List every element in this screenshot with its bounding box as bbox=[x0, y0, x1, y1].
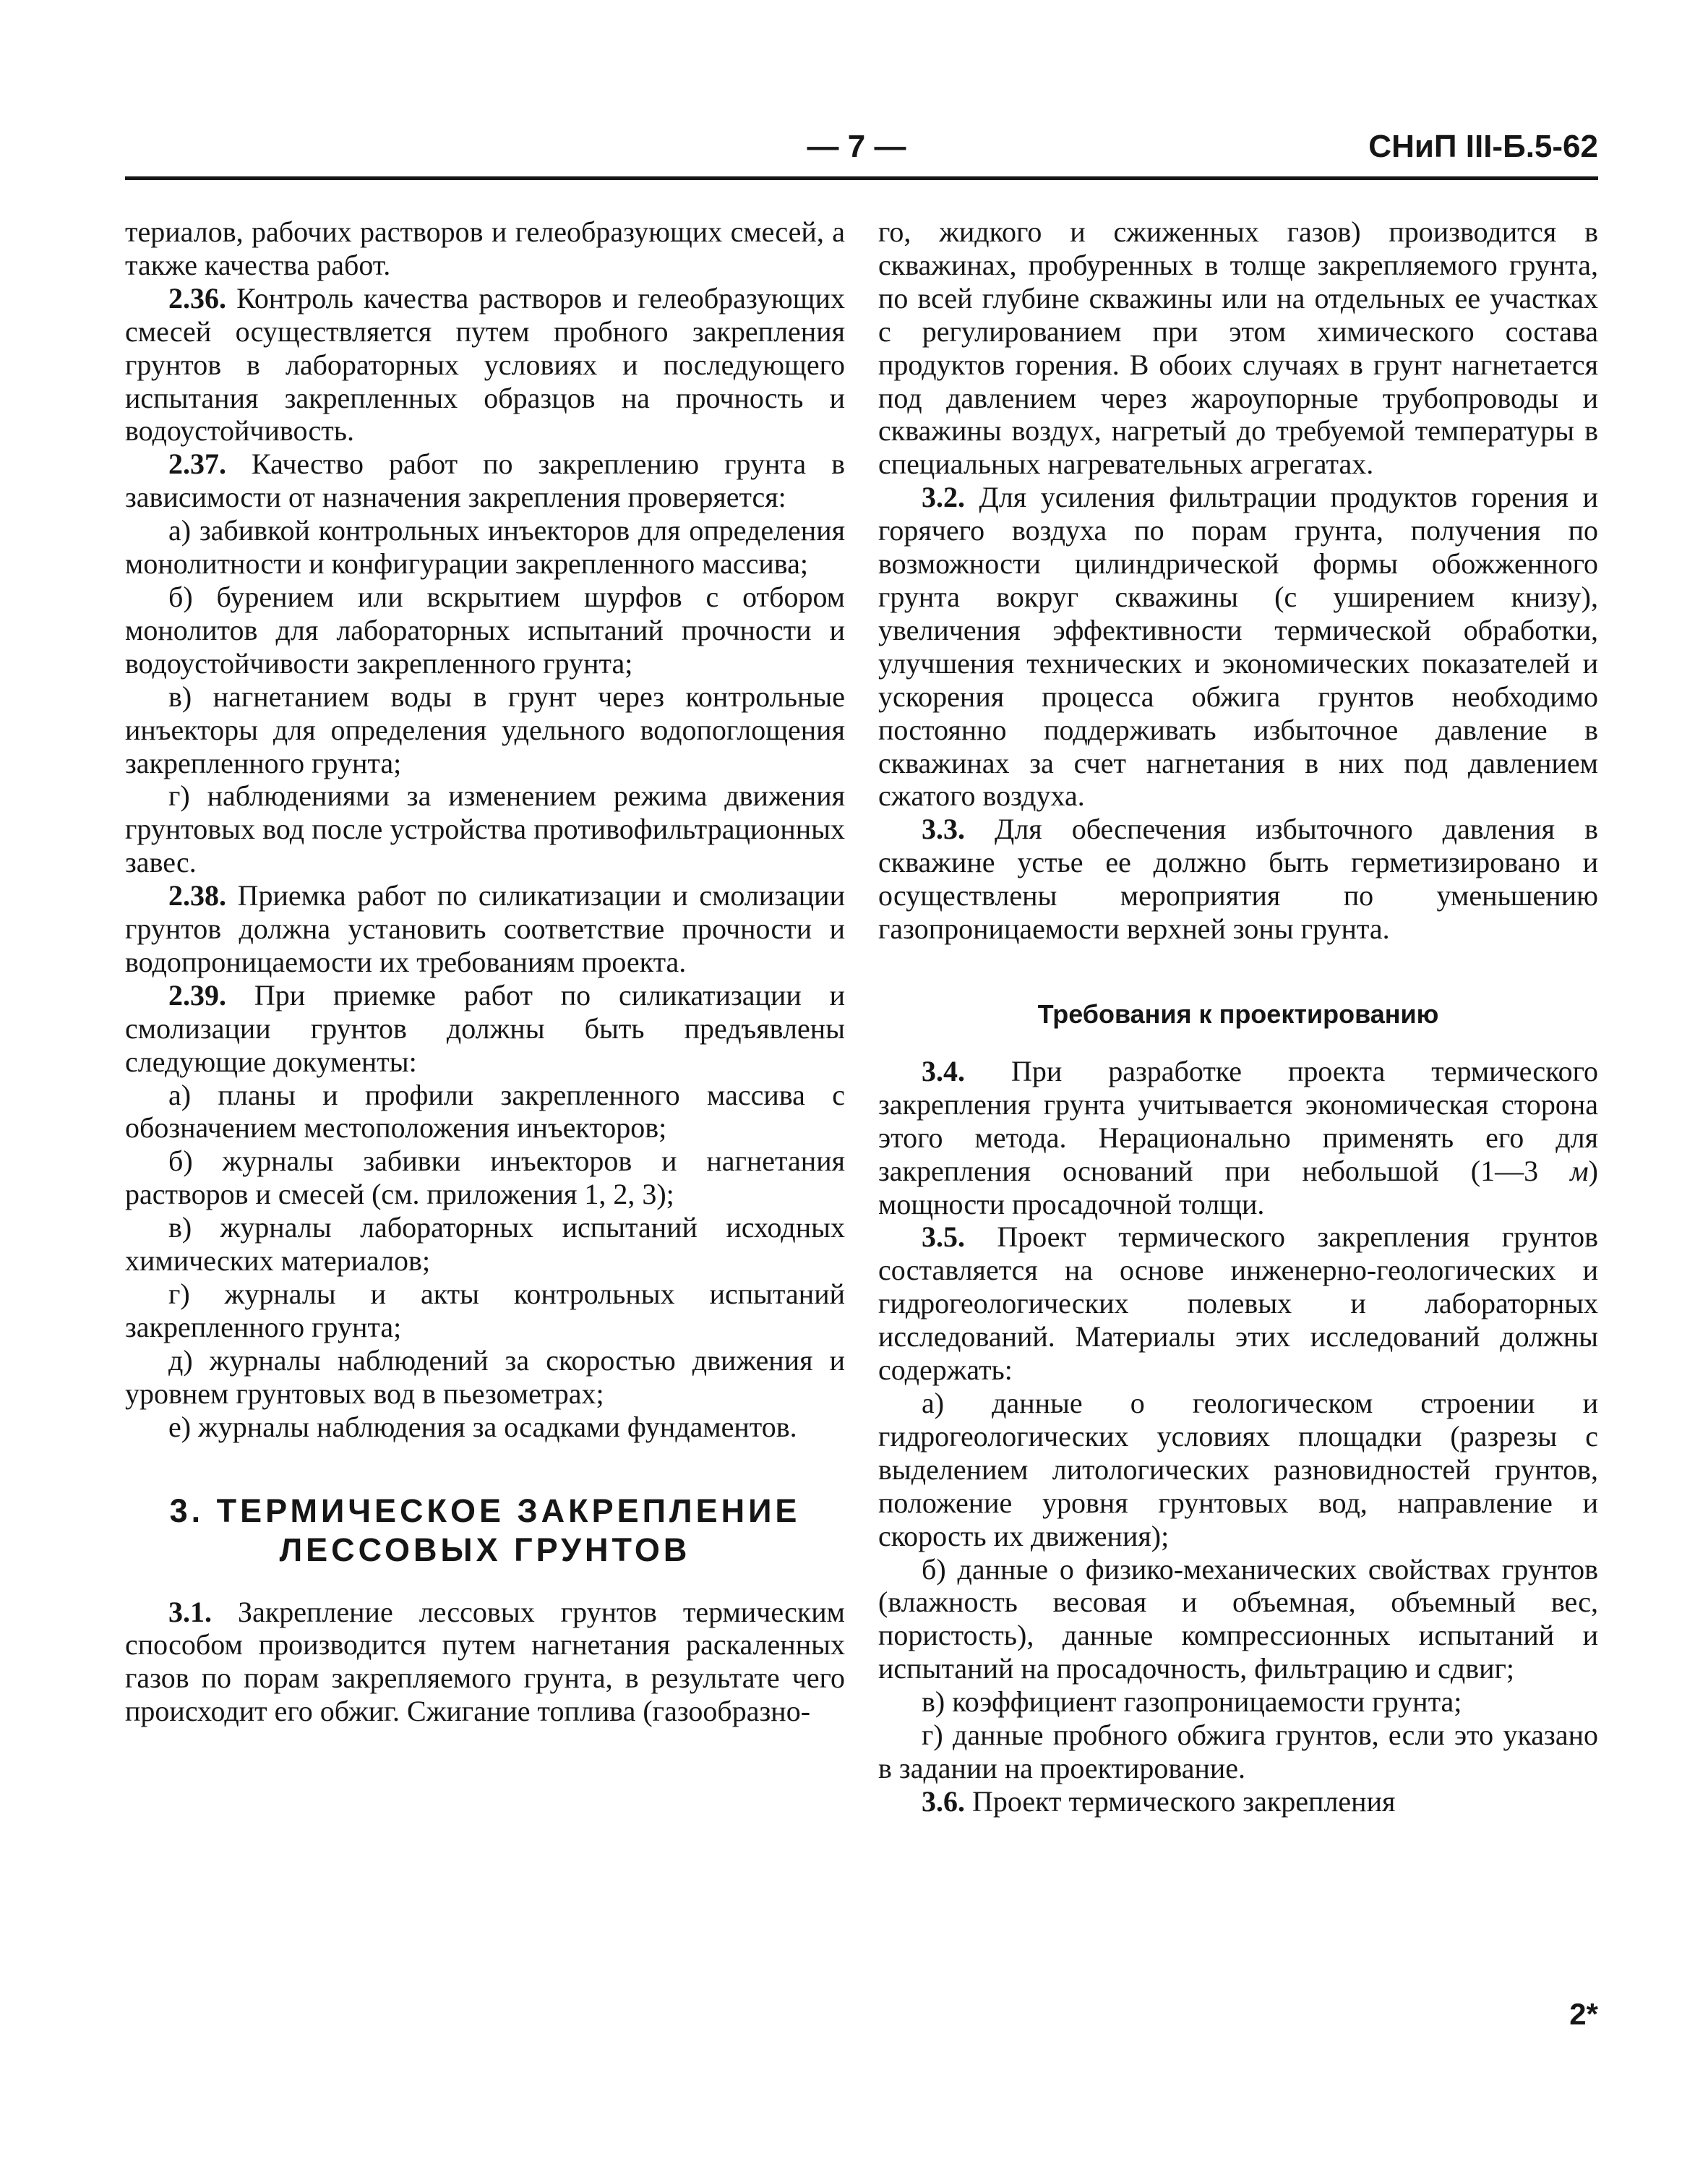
paragraph-text: ) мощности просадочной толщи. bbox=[878, 1154, 1598, 1220]
section-title-line: 3. ТЕРМИЧЕСКОЕ ЗАКРЕПЛЕНИЕ bbox=[169, 1492, 801, 1529]
paragraph-text: Контроль качества растворов и гелеобразующих смесей осуществляется путем пробного закрепления грунтов в лабораторных условиях и последующего испытания закрепленных образцов на прочность и водоустойчивость. bbox=[125, 281, 845, 448]
paragraph-text: Приемка работ по силикатизации и смолизации грунтов должна установить соответствие прочности и водопроницаемости их требованиям проекта. bbox=[125, 879, 845, 978]
subsection-title: Требования к проектированию bbox=[1037, 998, 1439, 1029]
clause-number: 2.36. bbox=[168, 281, 226, 315]
paragraph-text: При разработке проекта термического закрепления грунта учитывается экономическая сторона этого метода. Нерационально применять его для закрепления оснований при небольшой (1—3 bbox=[878, 1054, 1598, 1187]
paragraph-text: Для обеспечения избыточного давления в скважине устье ее должно быть герметизировано и осуществлены мероприятия по уменьшению газопроницаемости верхней зоны грунта. bbox=[878, 813, 1598, 946]
paragraph-3-6 bbox=[878, 1785, 1598, 1818]
paragraph-2-37 bbox=[125, 448, 845, 514]
list-item: а) планы и профили закрепленного массива с обозначением местоположения инъекторов; bbox=[125, 1078, 845, 1145]
paragraph-text: При приемке работ по силикатизации и смолизации грунтов должны быть предъявлены следующие документы: bbox=[125, 978, 845, 1078]
list-item: д) журналы наблюдений за скоростью движения и уровнем грунтовых вод в пьезометрах; bbox=[125, 1343, 845, 1410]
list-item: а) данные о геологическом строении и гидрогеологических условиях площадки (разрезы с выделением литологических разновидностей грунтов, положение уровня грунтовых вод, направление и скорость их движения); bbox=[878, 1387, 1598, 1552]
list-item: в) коэффициент газопроницаемости грунта; bbox=[922, 1685, 1462, 1719]
paragraph-text: Проект термического закрепления bbox=[965, 1784, 1396, 1818]
paragraph-3-5 bbox=[878, 1220, 1598, 1387]
list-item: в) журналы лабораторных испытаний исходных химических материалов; bbox=[125, 1211, 845, 1278]
clause-number: 3.4. bbox=[922, 1054, 965, 1087]
paragraph-text: Проект термического закрепления грунтов составляется на основе инженерно-геологических и гидрогеологических полевых и лабораторных исследований. Материалы этих исследований должны содержать: bbox=[878, 1220, 1598, 1387]
paragraph-3-3 bbox=[878, 813, 1598, 946]
paragraph: го, жидкого и сжиженных газов) производится в скважинах, пробуренных в толще закрепляемого грунта, по всей глубине скважины или на отдельных ее участках с регулированием при этом химического состава продуктов горения. В обоих случаях в грунт нагнетается под давлением через жароупорные трубопроводы и скважины воздух, нагретый до требуемой температуры в специальных нагревательных агрегатах. bbox=[878, 215, 1598, 481]
section-title-line: ЛЕССОВЫХ ГРУНТОВ bbox=[279, 1531, 691, 1568]
paragraph-2-36 bbox=[125, 282, 845, 448]
list-item: в) нагнетанием воды в грунт через контрольные инъекторы для определения удельного водопоглощения закрепленного грунта; bbox=[125, 680, 845, 779]
paragraph-3-1 bbox=[125, 1596, 845, 1729]
list-item: г) журналы и акты контрольных испытаний закрепленного грунта; bbox=[125, 1278, 845, 1343]
signature-mark: 2* bbox=[1569, 1997, 1598, 2031]
unit-meter: м bbox=[1570, 1154, 1589, 1187]
list-item: б) бурением или вскрытием шурфов с отбором монолитов для лабораторных испытаний прочности и водоустойчивости закрепленного грунта; bbox=[125, 580, 845, 680]
page-number: — 7 — bbox=[807, 129, 906, 164]
paragraph-3-2 bbox=[878, 481, 1598, 813]
left-column bbox=[125, 215, 845, 1728]
header-rule bbox=[125, 176, 1598, 180]
document-code: СНиП III-Б.5-62 bbox=[1368, 129, 1598, 164]
paragraph-3-4 bbox=[878, 1055, 1598, 1221]
list-item: а) забивкой контрольных инъекторов для определения монолитности и конфигурации закрепленного массива; bbox=[125, 514, 845, 581]
paragraph-2-38 bbox=[125, 879, 845, 979]
clause-number: 3.3. bbox=[922, 813, 965, 846]
section-title bbox=[125, 1492, 845, 1570]
list-item: е) журналы наблюдения за осадками фундаментов. bbox=[168, 1410, 797, 1443]
right-column bbox=[878, 215, 1598, 1818]
list-item: б) данные о физико-механических свойствах грунтов (влажность весовая и объемная, объемный вес, пористость), данные компрессионных испытаний и испытаний на просадочность, фильтрацию и сдвиг; bbox=[878, 1552, 1598, 1685]
clause-number: 2.38. bbox=[168, 879, 226, 912]
list-item: б) журналы забивки инъекторов и нагнетания растворов и смесей (см. приложения 1, 2, 3); bbox=[125, 1145, 845, 1211]
list-item: г) наблюдениями за изменением режима движения грунтовых вод после устройства противофильтрационных завес. bbox=[125, 779, 845, 879]
clause-number: 3.2. bbox=[922, 481, 965, 514]
clause-number: 3.6. bbox=[922, 1784, 965, 1818]
clause-number: 3.5. bbox=[922, 1220, 965, 1254]
clause-number: 3.1. bbox=[168, 1595, 212, 1628]
paragraph-2-39 bbox=[125, 979, 845, 1079]
paragraph-text: Для усиления фильтрации продуктов горения и горячего воздуха по порам грунта, получения по возможности цилиндрической формы обожженного грунта вокруг скважины (с уширением книзу), увеличения эффективности термической обработки, улучшения технических и экономических показателей и ускорения процесса обжига грунтов необходимо постоянно поддерживать избыточное давление в скважинах за счет нагнетания в них под давлением сжатого воздуха. bbox=[878, 481, 1598, 813]
list-item: г) данные пробного обжига грунтов, если это указано в задании на проектирование. bbox=[878, 1719, 1598, 1784]
paragraph-text: Закрепление лессовых грунтов термическим способом производится путем нагнетания раскаленных газов по порам закрепляемого грунта, в результате чего происходит его обжиг. Сжигание топлива (газообразно- bbox=[125, 1595, 845, 1728]
clause-number: 2.37. bbox=[168, 448, 226, 481]
paragraph-text: Качество работ по закреплению грунта в зависимости от назначения закрепления проверяется: bbox=[125, 448, 845, 514]
clause-number: 2.39. bbox=[168, 978, 226, 1011]
paragraph: териалов, рабочих растворов и гелеобразующих смесей, а также качества работ. bbox=[125, 215, 845, 281]
